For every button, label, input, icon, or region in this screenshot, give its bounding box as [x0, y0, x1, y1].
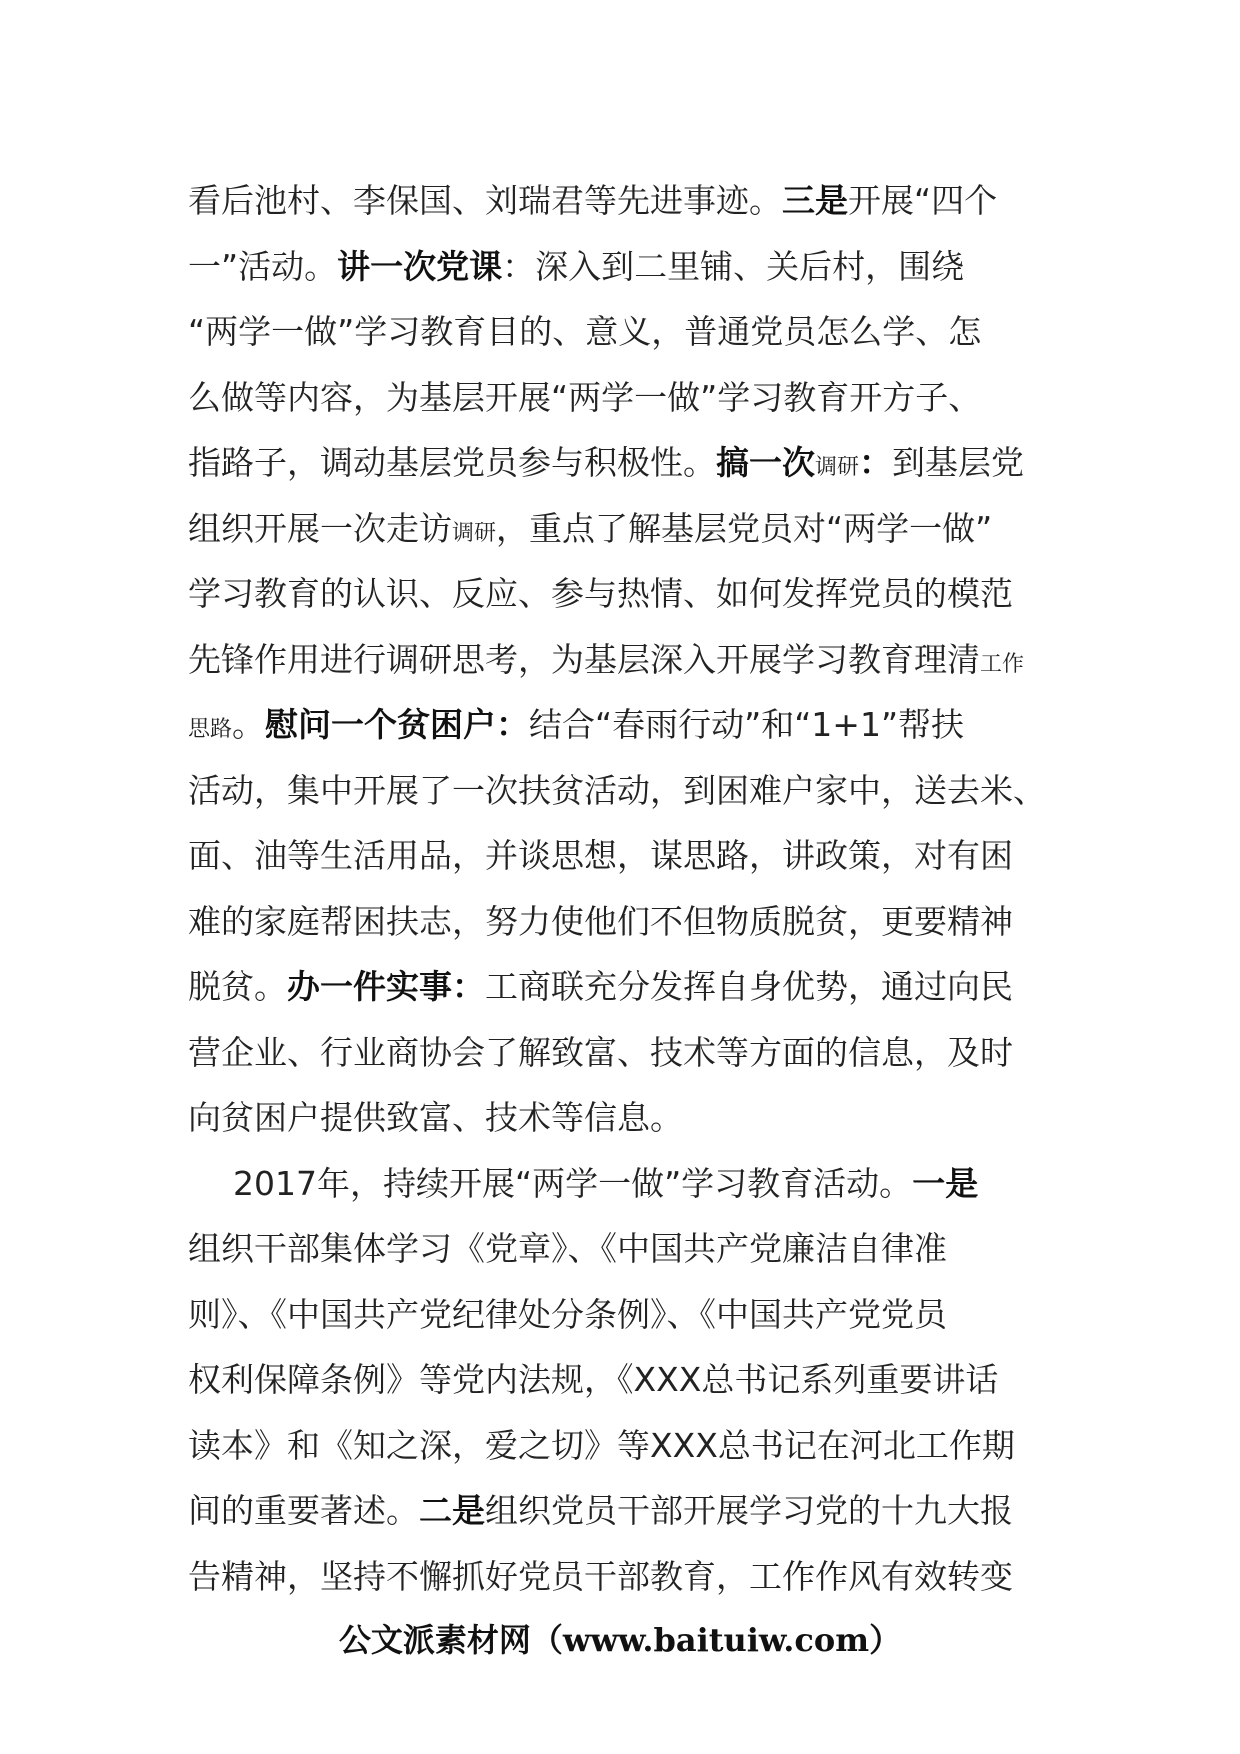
text-run: 学习教育的认识、反应、参与热情、如何发挥党员的模范 — [188, 574, 1013, 613]
text-run: 营企业、行业商协会了解致富、技术等方面的信息，及时 — [188, 1032, 1013, 1072]
text-line — [188, 692, 1068, 758]
text-line — [188, 823, 1068, 889]
bold-run: 慰问一个贫困户： — [265, 705, 530, 744]
text-run: ，重点了解基层党员对“两学一做” — [496, 508, 993, 548]
text-run: 到基层党 — [892, 443, 1025, 482]
text-run: 面、油等生活用品，并谈思想，谋思路，讲政策，对有困 — [188, 836, 1013, 875]
text-run: 难的家庭帮困扶志，努力使他们不但物质脱贫，更要精神 — [188, 901, 1013, 941]
text-run: 告精神，坚持不懈抓好党员干部教育，工作作风有效转变 — [188, 1556, 1013, 1596]
small-run: 调研 — [815, 455, 860, 480]
text-line — [188, 234, 1068, 300]
text-line — [188, 1020, 1068, 1086]
small-run: 调研 — [452, 520, 497, 546]
text-run: 间的重要著述。 — [188, 1491, 419, 1530]
text-line — [188, 1544, 1068, 1610]
text-run: 则》、《中国共产党纪律处分条例》、《中国共产党党员 — [188, 1294, 947, 1334]
text-line — [188, 627, 1068, 693]
bold-run: 二是 — [419, 1491, 485, 1530]
text-line — [188, 168, 1068, 234]
text-run: 组织干部集体学习《党章》、《中国共产党廉洁自律准 — [188, 1229, 947, 1268]
text-run: 2017年，持续开展“两学一做”学习教育活动。 — [233, 1163, 913, 1203]
footer-source-credit: 公文派素材网（www.baituiw.com） — [338, 1621, 902, 1659]
text-run: 组织党员干部开展学习党的十九大报 — [485, 1491, 1013, 1530]
text-run: 指路子，调动基层党员参与积极性。 — [188, 443, 716, 482]
text-line — [188, 365, 1068, 431]
text-line — [188, 758, 1068, 824]
bold-run: 一是 — [912, 1163, 979, 1203]
text-run: 组织开展一次走访 — [188, 508, 452, 548]
bold-run: ： — [859, 443, 893, 482]
text-run: “两学一做”学习教育目的、意义，普通党员怎么学、怎 — [188, 312, 982, 351]
text-run: 。 — [232, 705, 266, 744]
text-line — [188, 1347, 1068, 1413]
small-run: 思路 — [188, 717, 233, 742]
bold-run: 三是 — [782, 181, 848, 220]
text-run: 向贫困户提供致富、技术等信息。 — [188, 1098, 683, 1137]
text-run: 脱贫。 — [188, 967, 287, 1006]
text-line — [188, 1413, 1068, 1479]
bold-run: 搞一次 — [716, 443, 815, 482]
text-line — [188, 1151, 1068, 1217]
text-line — [188, 299, 1068, 365]
text-run: 活动，集中开展了一次扶贫活动，到困难户家中，送去米、 — [188, 770, 1046, 810]
text-line — [188, 1216, 1068, 1282]
text-run: 工商联充分发挥自身优势，通过向民 — [485, 967, 1013, 1006]
text-run: 结合“春雨行动”和“1+1”帮扶 — [529, 705, 965, 744]
text-run: 读本》和《知之深，爱之切》等XXX总书记在河北工作期 — [188, 1425, 1015, 1465]
text-run: 么做等内容，为基层开展“两学一做”学习教育开方子、 — [188, 377, 982, 417]
text-run: ：深入到二里铺、关后村，围绕 — [502, 246, 965, 286]
text-run: 先锋作用进行调研思考，为基层深入开展学习教育理清 — [188, 639, 980, 679]
text-line — [188, 430, 1068, 496]
text-line — [188, 1478, 1068, 1544]
text-run: 一”活动。 — [188, 246, 338, 286]
small-run: 工作 — [980, 651, 1025, 677]
bold-run: 办一件实事： — [287, 967, 485, 1006]
text-line — [188, 561, 1068, 627]
text-run: 权利保障条例》等党内法规，《XXX总书记系列重要讲话 — [188, 1360, 999, 1399]
text-line — [188, 954, 1068, 1020]
text-line — [188, 496, 1068, 562]
body-text — [188, 168, 1068, 1609]
bold-run: 讲一次党课 — [337, 246, 503, 286]
text-run: 开展“四个 — [848, 181, 998, 220]
text-run: 看后池村、李保国、刘瑞君等先进事迹。 — [188, 181, 782, 220]
text-line — [188, 1085, 1068, 1151]
text-line — [188, 1282, 1068, 1348]
text-line — [188, 889, 1068, 955]
